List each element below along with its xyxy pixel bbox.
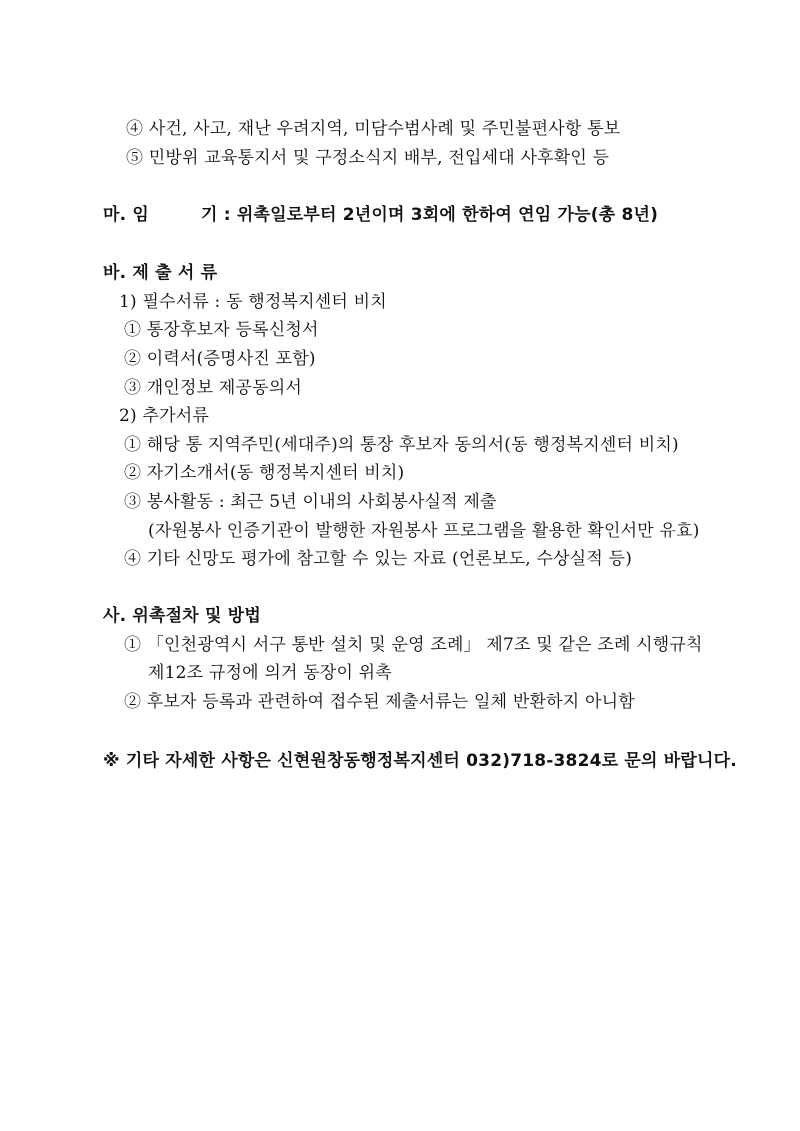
term-label: 마. 임 [103, 205, 150, 225]
procedure-item-continuation: 제12조 규정에 의거 동장이 위촉 [148, 663, 392, 683]
additional-doc-note: (자원봉사 인증기관이 발행한 자원봉사 프로그램을 활용한 확인서만 유효) [148, 521, 700, 541]
term-heading [103, 204, 658, 226]
procedure-heading: 사. 위촉절차 및 방법 [103, 606, 261, 626]
required-doc-item: ③ 개인정보 제공동의서 [124, 378, 303, 398]
required-docs-title: 1) 필수서류 : 동 행정복지센터 비치 [119, 292, 387, 312]
duty-item-4: ④ 사건, 사고, 재난 우려지역, 미담수범사례 및 주민불편사항 통보 [126, 119, 621, 139]
additional-doc-item: ③ 봉사활동 : 최근 5년 이내의 사회봉사실적 제출 [124, 492, 497, 512]
term-text: : 위촉일로부터 2년이며 3회에 한하여 연임 가능(총 8년) [223, 205, 659, 225]
additional-doc-item: ② 자기소개서(동 행정복지센터 비치) [124, 463, 405, 483]
required-doc-item: ① 통장후보자 등록신청서 [124, 320, 319, 340]
additional-doc-item: ① 해당 통 지역주민(세대주)의 통장 후보자 동의서(동 행정복지센터 비치) [124, 435, 679, 455]
required-doc-item: ② 이력서(증명사진 포함) [124, 349, 316, 369]
term-label-suffix: 기 [201, 205, 218, 225]
additional-docs-title: 2) 추가서류 [119, 406, 209, 426]
duty-item-5: ⑤ 민방위 교육통지서 및 구정소식지 배부, 전입세대 사후확인 등 [126, 148, 610, 168]
additional-doc-item: ④ 기타 신망도 평가에 참고할 수 있는 자료 (언론보도, 수상실적 등) [124, 549, 633, 569]
procedure-item: ① 「인천광역시 서구 통반 설치 및 운영 조례」 제7조 및 같은 조례 시행규칙 [124, 635, 703, 655]
contact-note: ※ 기타 자세한 사항은 신현원창동행정복지센터 032)718-3824로 문의 바랍니다. [103, 751, 737, 771]
procedure-item: ② 후보자 등록과 관련하여 접수된 제출서류는 일체 반환하지 아니함 [124, 692, 635, 712]
documents-heading: 바. 제 출 서 류 [103, 263, 218, 283]
